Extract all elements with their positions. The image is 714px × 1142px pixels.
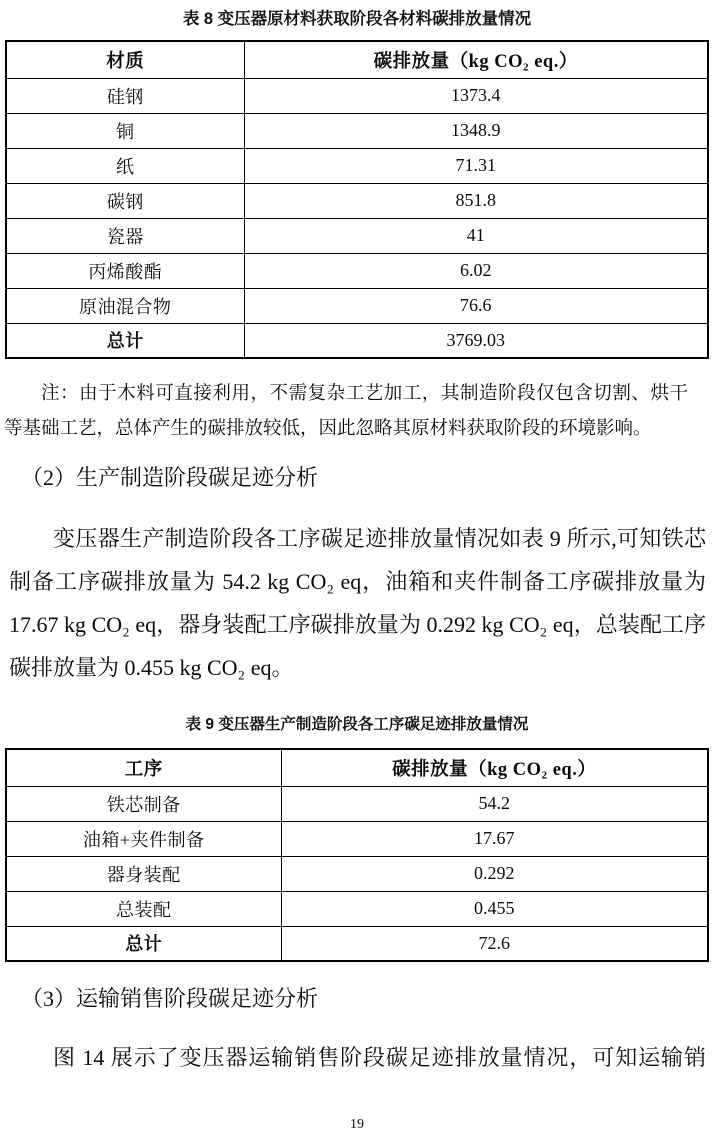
row-label: 原油混合物 bbox=[6, 288, 244, 323]
row-label: 铜 bbox=[6, 113, 244, 148]
section3-heading: （3）运输销售阶段碳足迹分析 bbox=[21, 986, 319, 1011]
table8-header-material: 材质 bbox=[6, 41, 244, 78]
table-row bbox=[6, 856, 708, 891]
row-value: 76.6 bbox=[244, 288, 708, 323]
table-row bbox=[6, 253, 708, 288]
row-value: 0.455 bbox=[281, 891, 708, 926]
page-number: 19 bbox=[350, 1117, 364, 1132]
table8-total-value: 3769.03 bbox=[244, 323, 708, 358]
table-row bbox=[6, 78, 708, 113]
section3-paragraph: 图 14 展示了变压器运输销售阶段碳足迹排放量情况，可知运输销 bbox=[53, 1045, 706, 1070]
row-value: 1348.9 bbox=[244, 113, 708, 148]
row-value: 0.292 bbox=[281, 856, 708, 891]
table9-header-emission: 碳排放量（kg CO₂ eq.） bbox=[281, 749, 708, 786]
row-label: 总装配 bbox=[6, 891, 281, 926]
table8-materials-emissions bbox=[5, 40, 709, 359]
table9-process-emissions bbox=[5, 748, 709, 962]
table9-total-label: 总计 bbox=[6, 926, 281, 961]
table8-total-label: 总计 bbox=[6, 323, 244, 358]
table8-header-emission: 碳排放量（kg CO₂ eq.） bbox=[244, 41, 708, 78]
row-value: 851.8 bbox=[244, 183, 708, 218]
table8-total-row bbox=[6, 323, 708, 358]
row-label: 纸 bbox=[6, 148, 244, 183]
table-row bbox=[6, 821, 708, 856]
row-label: 丙烯酸酯 bbox=[6, 253, 244, 288]
table-row bbox=[6, 288, 708, 323]
table9-header-process: 工序 bbox=[6, 749, 281, 786]
document-page bbox=[0, 9, 714, 1142]
row-value: 54.2 bbox=[281, 786, 708, 821]
row-value: 17.67 bbox=[281, 821, 708, 856]
row-value: 6.02 bbox=[244, 253, 708, 288]
table8-note: 注：由于木料可直接利用，不需复杂工艺加工，其制造阶段仅包含切割、烘干等基础工艺，总体产生的碳排放较低，因此忽略其原材料获取阶段的环境影响。 bbox=[4, 384, 688, 439]
row-label: 油箱+夹件制备 bbox=[6, 821, 281, 856]
row-label: 硅钢 bbox=[6, 78, 244, 113]
row-label: 铁芯制备 bbox=[6, 786, 281, 821]
table9-total-value: 72.6 bbox=[281, 926, 708, 961]
table-row bbox=[6, 786, 708, 821]
table-row bbox=[6, 113, 708, 148]
row-value: 41 bbox=[244, 218, 708, 253]
row-label: 碳钢 bbox=[6, 183, 244, 218]
section2-heading: （2）生产制造阶段碳足迹分析 bbox=[21, 465, 319, 490]
table-row bbox=[6, 148, 708, 183]
row-label: 器身装配 bbox=[6, 856, 281, 891]
row-label: 瓷器 bbox=[6, 218, 244, 253]
row-value: 1373.4 bbox=[244, 78, 708, 113]
table9-header-row bbox=[6, 749, 708, 786]
table-row bbox=[6, 218, 708, 253]
table8-header-row bbox=[6, 41, 708, 78]
table9-caption: 表 9 变压器生产制造阶段各工序碳足迹排放量情况 bbox=[185, 716, 529, 733]
table-row bbox=[6, 183, 708, 218]
row-value: 71.31 bbox=[244, 148, 708, 183]
section2-paragraph: 变压器生产制造阶段各工序碳足迹排放量情况如表 9 所示,可知铁芯制备工序碳排放量为 54.2 kg CO₂ eq，油箱和夹件制备工序碳排放量为 17.67 kg CO₂ eq，器身装配工序碳排放量为 0.292 kg CO₂ eq，总装配工序碳排放量为 0.455 kg CO₂ eq。 bbox=[9, 526, 706, 680]
table-row bbox=[6, 891, 708, 926]
table9-total-row bbox=[6, 926, 708, 961]
table8-caption: 表 8 变压器原材料获取阶段各材料碳排放量情况 bbox=[182, 10, 532, 28]
